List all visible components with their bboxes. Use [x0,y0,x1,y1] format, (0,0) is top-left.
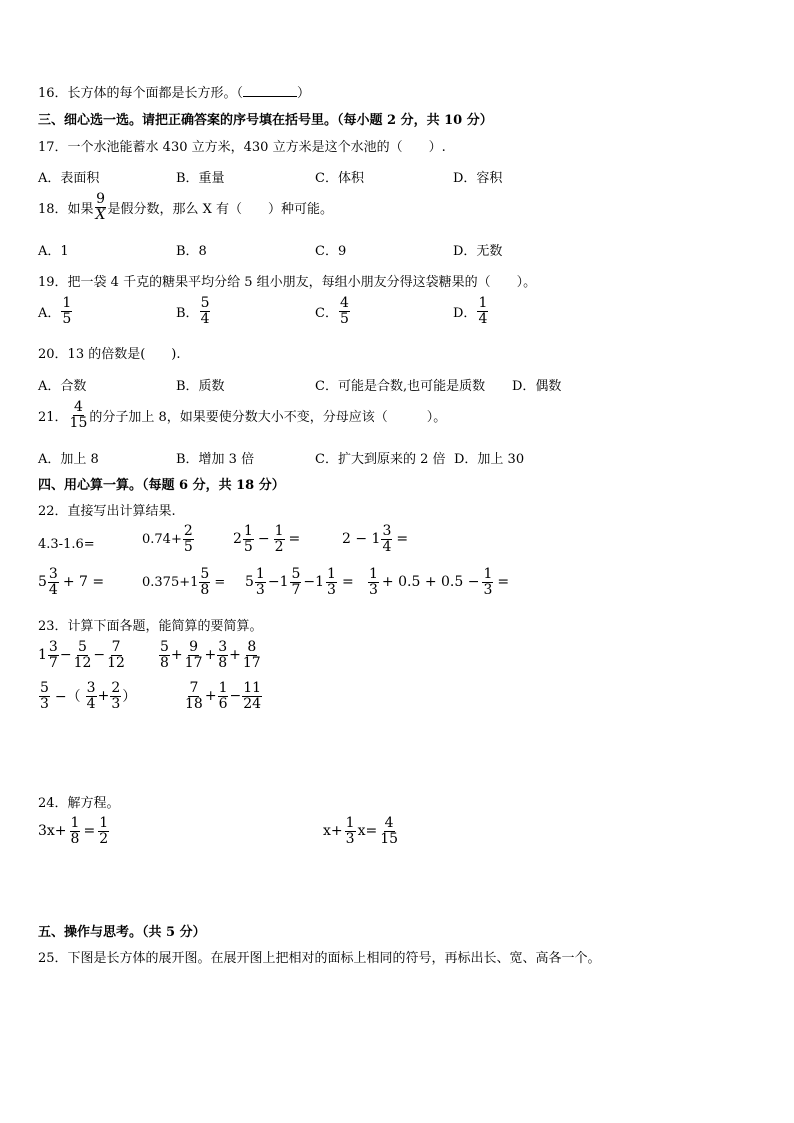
q17-option-b[interactable]: B．重量 [176,171,225,186]
fraction: $\frac{1}{2}$ [99,815,109,847]
q22-expr-8: $\frac{1}{3}$ + 0.5 + 0.5 − $\frac{1}{3}$ = [369,566,510,598]
fraction: $\frac{4}{15}$ [380,815,399,847]
q21-option-b[interactable]: B．增加 3 倍 [176,452,255,467]
fraction: $\frac{1}{4}$ [478,295,488,327]
section-4-title: 四、用心算一算。（每题 6 分，共 18 分） [38,478,285,493]
question-19: 19．把一袋 4 千克的糖果平均分给 5 组小朋友，每组小朋友分得这袋糖果的（ ）。 [38,275,537,290]
q22-expr-2: 0.74+ $\frac{2}{5}$ [142,523,193,555]
fraction: $\frac{9}{17}$ [184,639,203,671]
q18-option-b[interactable]: B．8 [176,244,207,259]
fraction: $\frac{8}{17}$ [242,639,261,671]
q18-option-d[interactable]: D．无数 [453,244,503,259]
fraction: $\frac{5}{12}$ [73,639,92,671]
q23-expr-a: 1 $\frac{3}{7}$ − $\frac{5}{12}$ − $\frac{7}{12}$ [38,639,125,671]
q20-option-c[interactable]: C．可能是合数,也可能是质数 [315,379,486,394]
q24-equation-b: x+ $\frac{1}{3}$ x= $\frac{4}{15}$ [323,815,399,847]
question-22: 22．直接写出计算结果. [38,504,176,519]
q17-option-a[interactable]: A．表面积 [38,171,100,186]
q23-expr-c: $\frac{5}{3}$ −（ $\frac{3}{4}$ + $\frac{2}{3}$ ） [40,680,137,712]
question-24: 24．解方程。 [38,796,120,811]
q22-expr-6: 0.375+1 $\frac{5}{8}$ = [142,566,226,598]
q17-option-c[interactable]: C．体积 [315,171,364,186]
fraction: $\frac{1}{6}$ [218,680,228,712]
fraction: $\frac{9}{X}$ [95,191,106,223]
answer-blank[interactable] [243,84,297,97]
fraction: $\frac{5}{7}$ [291,566,301,598]
fraction: $\frac{5}{8}$ [200,566,210,598]
question-23: 23．计算下面各题，能简算的要简算。 [38,619,263,634]
fraction: $\frac{5}{4}$ [200,295,210,327]
fraction: $\frac{3}{8}$ [218,639,228,671]
question-16: 16．长方体的每个面都是长方形。（ ） [38,86,311,101]
q20-option-a[interactable]: A．合数 [38,379,87,394]
q22-expr-4: 2 − 1 $\frac{3}{4}$ = [342,523,409,555]
q21-option-c[interactable]: C．扩大到原来的 2 倍 [315,452,446,467]
q19-option-a[interactable]: A． $\frac{1}{5}$ [38,295,72,327]
fraction: $\frac{1}{3}$ [345,815,355,847]
fraction: $\frac{3}{4}$ [382,523,392,555]
q18-option-c[interactable]: C．9 [315,244,347,259]
fraction: $\frac{2}{3}$ [111,680,121,712]
q24-equation-a: 3x+ $\frac{1}{8}$ = $\frac{1}{2}$ [38,815,109,847]
q17-option-d[interactable]: D．容积 [453,171,503,186]
q22-expr-1: 4.3-1.6= [38,537,95,552]
fraction: $\frac{3}{4}$ [48,566,58,598]
q20-option-b[interactable]: B．质数 [176,379,225,394]
section-5-title: 五、操作与思考。（共 5 分） [38,925,206,940]
q23-expr-b: $\frac{5}{8}$ + $\frac{9}{17}$ + $\frac{3}{8}$ + $\frac{8}{17}$ [160,639,261,671]
question-21: 21． $\frac{4}{15}$ 的分子加上 8，如果要使分数大小不变，分母应该（ ）。 [38,399,447,431]
fraction: $\frac{7}{12}$ [107,639,125,671]
fraction: $\frac{2}{5}$ [183,523,193,555]
section-3-title: 三、细心选一选。请把正确答案的序号填在括号里。（每小题 2 分，共 10 分） [38,113,493,128]
question-17: 17．一个水池能蓄水 430 立方米，430 立方米是这个水池的（ ）. [38,140,446,155]
q23-expr-d: $\frac{7}{18}$ + $\frac{1}{6}$ − $\frac{11}{24}$ [185,680,262,712]
q19-option-b[interactable]: B． $\frac{5}{4}$ [176,295,210,327]
q18-option-a[interactable]: A．1 [38,244,69,259]
fraction: $\frac{1}{2}$ [274,523,284,555]
fraction: $\frac{7}{18}$ [185,680,203,712]
q22-expr-7: 5 $\frac{1}{3}$ −1 $\frac{5}{7}$ −1 $\frac{1}{3}$ = [245,566,354,598]
q19-option-d[interactable]: D． $\frac{1}{4}$ [453,295,488,327]
fraction: $\frac{4}{5}$ [339,295,349,327]
q19-option-c[interactable]: C． $\frac{4}{5}$ [315,295,349,327]
fraction: $\frac{1}{3}$ [369,566,378,598]
fraction: $\frac{5}{3}$ [40,680,49,712]
q20-option-d[interactable]: D．偶数 [512,379,562,394]
question-18: 18．如果 $\frac{9}{X}$ 是假分数，那么 X 有（ ）种可能。 [38,191,334,223]
fraction: $\frac{5}{8}$ [160,639,169,671]
fraction: $\frac{11}{24}$ [243,680,262,712]
fraction: $\frac{1}{5}$ [62,295,72,327]
fraction: $\frac{3}{7}$ [48,639,58,671]
fraction: $\frac{4}{15}$ [69,399,88,431]
fraction: $\frac{1}{3}$ [327,566,336,598]
q21-option-d[interactable]: D．加上 30 [454,452,525,467]
fraction: $\frac{1}{3}$ [483,566,493,598]
question-20: 20．13 的倍数是( ). [38,347,181,362]
fraction: $\frac{1}{8}$ [70,815,80,847]
q22-expr-5: 5 $\frac{3}{4}$ + 7 = [38,566,105,598]
fraction: $\frac{1}{3}$ [255,566,265,598]
q21-option-a[interactable]: A．加上 8 [38,452,99,467]
q22-expr-3: 2 $\frac{1}{5}$ − $\frac{1}{2}$ = [233,523,301,555]
question-25: 25．下图是长方体的展开图。在展开图上把相对的面标上相同的符号，再标出长、宽、高各一个。 [38,951,601,966]
fraction: $\frac{3}{4}$ [86,680,96,712]
fraction: $\frac{1}{5}$ [243,523,253,555]
